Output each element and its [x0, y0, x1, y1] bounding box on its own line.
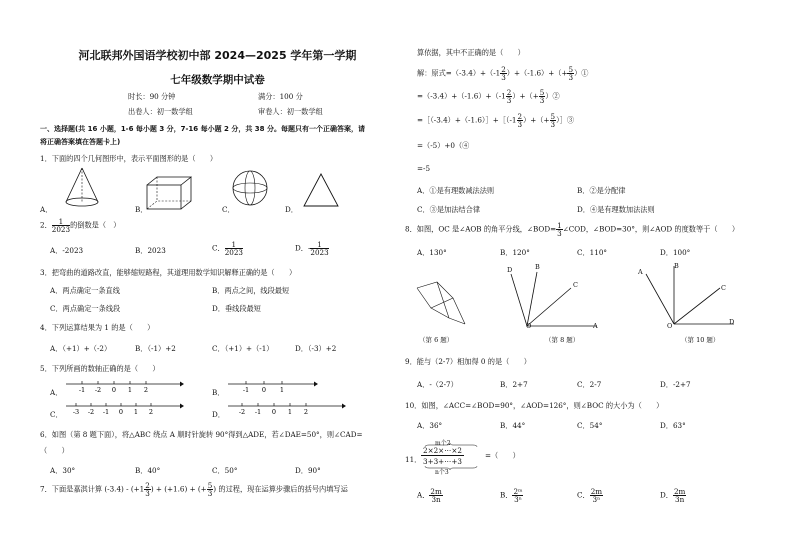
- q2-option-c[interactable]: C． $\frac{1}{2023}$: [212, 240, 243, 258]
- figure-q8-label-o: O: [526, 322, 532, 330]
- q4-option-b[interactable]: B．（-1）+2: [135, 344, 176, 353]
- q4-option-c[interactable]: C．（+1）+（-1）: [212, 344, 274, 353]
- q1-option-a[interactable]: A．: [40, 205, 53, 214]
- figure-q6-caption: （第 6 题）: [419, 336, 454, 344]
- q10-stem: 10．如图，∠ACC=∠BOD=90°，∠AOD=126°，则∠BOC 的大小为（ ）: [405, 401, 664, 410]
- q1-option-d[interactable]: D．: [285, 205, 298, 214]
- q3-stem: 3．把弯曲的道路改直，能够缩短路程，其道理用数学知识解释正确的是（ ）: [40, 268, 297, 277]
- q5-option-a[interactable]: A．: [50, 388, 63, 397]
- q1-stem: 1．下面的四个几何图形中，表示平面图形的是（ ）: [40, 154, 218, 163]
- q10-option-b[interactable]: B．44°: [500, 421, 526, 430]
- q8-option-a[interactable]: A．130°: [417, 248, 447, 257]
- q7-step-4: =（-5）+0（④: [417, 141, 470, 150]
- q10-option-a[interactable]: A．36°: [417, 421, 443, 430]
- q2-fraction: $\frac{1}{2023}$: [51, 217, 71, 235]
- q5-numberline-c: [66, 400, 184, 420]
- q11-bot-label: n个3: [435, 469, 449, 476]
- axis-arrow: [180, 404, 184, 409]
- q7-stem: 7．下面是嘉淇计算 (-3.4) - (+1 $\frac{2}{3}$ ) + (+1.6) + (+ $\frac{5}{3}$ ) 的过程，现在运算步骤后的括号内填写运: [40, 481, 348, 499]
- q5-stem: 5．下列所画的数轴正确的是（ ）: [40, 364, 160, 373]
- q8-option-b[interactable]: B．120°: [500, 248, 530, 257]
- q9-stem: 9．能与（2-7）相加得 0 的是（ ）: [405, 357, 531, 366]
- axis-tick-label: 2: [143, 386, 149, 394]
- figure-q10-label-o: O: [667, 322, 673, 330]
- figure-q10-label-a: A: [638, 268, 643, 276]
- section-heading: 一、选择题(共 16 小题，1-6 每小题 3 分，7-16 每小题 2 分，共 38 分。每题只有一个正确答案，请: [40, 125, 365, 133]
- q2-option-d[interactable]: D．- $\frac{1}{2023}$: [295, 240, 329, 258]
- school-title: 河北联邦外国语学校初中部 2024—2025 学年第一学期: [78, 49, 357, 62]
- figure-q10: [640, 262, 740, 330]
- q11-equals: =（ ）: [485, 451, 520, 460]
- q9-option-c[interactable]: C．2-7: [577, 380, 602, 389]
- q5-numberline-d: [228, 400, 346, 420]
- axis-tick-label: -3: [72, 408, 80, 416]
- q11-option-a[interactable]: A． $\frac{2m}{3n}$: [417, 487, 442, 505]
- q7-step-1: 解：原式=（-3.4）+（-1 $\frac{2}{3}$ ）+（-1.6）+（+ $\frac{5}{3}$ ）①: [417, 65, 589, 83]
- q9-option-a[interactable]: A．-（2-7）: [417, 380, 458, 389]
- axis-arrow: [180, 382, 184, 387]
- axis-tick-label: 2: [148, 408, 154, 416]
- figure-q8: [505, 266, 605, 330]
- q9-option-d[interactable]: D．-2+7: [660, 380, 691, 389]
- q5-option-b[interactable]: B．: [212, 388, 225, 397]
- figure-q10-label-d: D: [729, 318, 735, 326]
- q8-stem: 8．如图，OC 是∠AOB 的角平分线，∠BOD= $\frac{1}{3}$ ∠COD，∠BOD=30°，则∠AOD 的度数等于（ ）: [405, 221, 740, 239]
- triangle-figure: [302, 172, 340, 208]
- figure-q8-label-b: B: [535, 263, 540, 271]
- axis-tick-label: 2: [303, 408, 309, 416]
- axis-tick-label: 1: [127, 386, 133, 394]
- exam-author: 出卷人：初一数学组: [128, 107, 193, 116]
- q11-numerator: 2×2×⋯×2: [423, 446, 462, 455]
- q4-stem: 4．下列运算结果为 1 的是（ ）: [40, 323, 155, 332]
- axis-tick-label: -2: [238, 408, 246, 416]
- q4-option-a[interactable]: A．（+1）+（-2）: [50, 344, 112, 353]
- section-heading-cont: 将正确答案填在答题卡上): [40, 138, 121, 146]
- q11-option-b[interactable]: B． $\frac{\text{2ᵐ}}{\text{3ⁿ}}$: [500, 487, 523, 505]
- q3-option-d[interactable]: D．垂线段最短: [212, 304, 261, 313]
- q7-step-3: =［（-3.4）+（-1.6）］+［（-1 $\frac{2}{3}$ ）+（+ $\frac{5}{3}$ ）］③: [417, 112, 575, 130]
- exam-reviewer: 审卷人：初一数学组: [258, 107, 323, 116]
- q5-numberline-a: [66, 378, 184, 398]
- figure-q10-label-c: C: [721, 284, 726, 292]
- figure-q6: [409, 278, 471, 332]
- q10-option-d[interactable]: D．63°: [660, 421, 686, 430]
- q11-braces: [423, 444, 483, 474]
- q5-option-d[interactable]: D．: [212, 410, 225, 419]
- q7-option-b[interactable]: B．②是分配律: [577, 186, 626, 195]
- exam-score: 满分：100 分: [258, 92, 303, 101]
- cuboid-figure: [145, 176, 193, 212]
- figure-q10-label-b: B: [674, 262, 679, 270]
- q8-option-d[interactable]: D．100°: [660, 248, 691, 257]
- axis-tick-label: -1: [102, 408, 110, 416]
- q3-option-b[interactable]: B．两点之间，线段最短: [212, 286, 290, 295]
- q7-option-c[interactable]: C．③是加法结合律: [417, 205, 481, 214]
- q11-option-c[interactable]: C． $\frac{2m}{\text{3ⁿ}}$: [577, 487, 603, 505]
- q3-option-c[interactable]: C．两点确定一条线段: [50, 304, 121, 313]
- q6-option-b[interactable]: B．40°: [135, 466, 161, 475]
- figure-q8-label-d: D: [507, 266, 513, 274]
- figure-q8-caption: （第 8 题）: [545, 336, 580, 344]
- q6-stem: 6．如图（第 8 题下面），将△ABC 绕点 A 顺时针旋转 90°得到△ADE，若∠DAE=50°，则∠CAD=: [40, 430, 363, 439]
- figure-q10-caption: （第 10 题）: [681, 336, 720, 344]
- q7-step-5: =-5: [417, 164, 431, 173]
- q11-option-d[interactable]: D． $\frac{2m}{3n}$: [660, 487, 686, 505]
- q2-stem: 2． $\frac{1}{2023}$ 的倒数是（ ）: [40, 217, 121, 235]
- axis-tick-label: 1: [279, 386, 285, 394]
- q7-stem-cont: 算依据，其中不正确的是（ ）: [417, 48, 525, 57]
- q11-top-label: m个2: [435, 440, 451, 447]
- exam-title: 七年级数学期中试卷: [170, 74, 265, 86]
- axis-tick-label: 0: [118, 408, 124, 416]
- q6-stem-cont: （ ）: [40, 446, 69, 455]
- q6-option-a[interactable]: A．30°: [50, 466, 76, 475]
- q6-option-d[interactable]: D．90°: [295, 466, 321, 475]
- q1-option-b[interactable]: B．: [135, 205, 148, 214]
- cone-figure: [62, 166, 102, 210]
- axis-tick-label: -1: [254, 408, 262, 416]
- q7-step-2: =（-3.4）+（-1.6）+（-1 $\frac{2}{3}$ ）+（+ $\frac{5}{3}$ ）②: [417, 88, 560, 106]
- q3-option-a[interactable]: A．两点确定一条直线: [50, 286, 120, 295]
- axis-arrow: [342, 404, 346, 409]
- q5-numberline-b: [228, 378, 318, 398]
- q2-option-b[interactable]: B．2023: [135, 246, 166, 255]
- axis-tick-label: -1: [78, 386, 86, 394]
- q10-option-c[interactable]: C．54°: [577, 421, 603, 430]
- axis-tick-label: 0: [271, 408, 277, 416]
- q11-denominator: 3+3+⋯+3: [423, 457, 462, 466]
- q5-option-c[interactable]: C．: [50, 410, 63, 419]
- q2-option-a[interactable]: A．-2023: [50, 246, 84, 255]
- q8-option-c[interactable]: C．110°: [577, 248, 607, 257]
- q1-option-c[interactable]: C．: [222, 205, 235, 214]
- axis-tick-label: -2: [87, 408, 95, 416]
- sphere-figure: [230, 168, 270, 208]
- figure-q8-label-c: C: [573, 281, 578, 289]
- axis-tick-label: 1: [133, 408, 139, 416]
- exam-time: 时长：90 分钟: [128, 92, 176, 101]
- axis-tick-label: -1: [242, 386, 250, 394]
- q7-option-a[interactable]: A．①是有理数减法法则: [417, 186, 495, 195]
- axis-tick-label: 0: [261, 386, 267, 394]
- q11-prefix: 11．: [405, 455, 422, 464]
- axis-tick-label: -2: [94, 386, 102, 394]
- axis-arrow: [314, 382, 318, 387]
- figure-q8-label-a: A: [593, 322, 598, 330]
- q7-option-d[interactable]: D．④是有理数加法法则: [577, 205, 655, 214]
- q9-option-b[interactable]: B．2+7: [500, 380, 528, 389]
- axis-tick-label: 1: [287, 408, 293, 416]
- axis-tick-label: 0: [111, 386, 117, 394]
- q6-option-c[interactable]: C．50°: [212, 466, 238, 475]
- q4-option-d[interactable]: D．（-3）+2: [295, 344, 337, 353]
